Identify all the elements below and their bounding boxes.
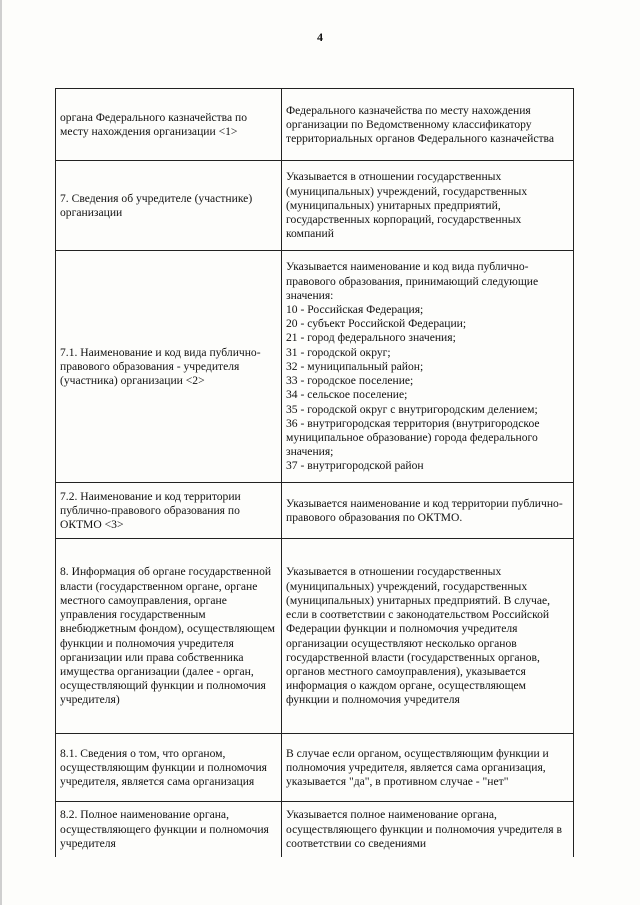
field-description: Указывается полное наименование органа, осуществляющего функции и полномочия учредителя в соответствии со сведениями (286, 808, 562, 850)
requirements-table (55, 88, 574, 857)
field-description-cell (282, 161, 574, 251)
field-name: 8.1. Сведения о том, что органом, осуществляющим функции и полномочия учредителя, является сама организация (60, 746, 268, 789)
field-description: Указывается в отношении государственных (муниципальных) учреждений, государственных (муниципальных) унитарных предприятий. В случае, если в соответствии с законодательством Российской Федерации функции и полномочия учредителя организации осуществляют несколько органов государственной власти (государственных органов, органов местного самоуправления), указывается информация о каждом органе, осуществляющем функции и полномочия учредителя (286, 565, 551, 707)
field-name: 7.2. Наименование и код территории публично-правового образования по ОКТМО <3> (60, 489, 241, 532)
table-row (56, 483, 574, 539)
table-row (56, 89, 574, 161)
field-description-cell (282, 734, 574, 802)
field-name: 7. Сведения об учредителе (участнике) организации (60, 191, 253, 219)
field-name-cell (56, 89, 282, 161)
table-row (56, 161, 574, 251)
field-name: 7.1. Наименование и код вида публично-правового образования - учредителя (участника) организации <2> (60, 345, 261, 388)
field-description-cell (282, 539, 574, 734)
table-row (56, 251, 574, 483)
field-description-cell (282, 251, 574, 483)
field-name-cell (56, 539, 282, 734)
field-description: В случае если органом, осуществляющим функции и полномочия учредителя, является сама организация, указывается "да", в противном случае - "нет" (286, 746, 549, 789)
field-description: Указывается наименование и код вида публично-правового образования, принимающий следующие значения: 10 - Российская Федерация; 20 - субъект Российской Федерации; 21 - город федерального значения; 31 - городской округ; 32 - муниципальный район; 33 - городское поселение; 34 - сельское поселение; 35 - городской округ с внутригородским делением; 36 - внутригородская территория (внутригородское муниципальное образование) города федерального значения; 37 - внутригородской район (286, 260, 540, 473)
field-description-cell (282, 483, 574, 539)
table-row (56, 802, 574, 857)
field-description-cell (282, 89, 574, 161)
field-name: 8. Информация об органе государственной власти (государственном органе, органе местного самоуправления, органе управления государственным внебюджетным фондом), осуществляющем функции и полномочия учредителя организации или права собственника имущества организации (далее - орган, осуществляющий функции и полномочия учредителя) (60, 565, 275, 707)
field-description: Указывается в отношении государственных (муниципальных) учреждений, государственных (муниципальных) унитарных предприятий, государственных корпораций, государственных компаний (286, 170, 528, 241)
scan-edge-line (0, 0, 2, 905)
field-description: Федерального казначейства по месту нахождения организации по Ведомственному классификатору территориальных органов Федерального казначейства (286, 103, 555, 146)
field-name: органа Федерального казначейства по месту нахождения организации <1> (60, 110, 248, 138)
field-name-cell (56, 802, 282, 857)
table-row (56, 734, 574, 802)
field-name-cell (56, 161, 282, 251)
field-name-cell (56, 734, 282, 802)
field-name: 8.2. Полное наименование органа, осуществляющего функции и полномочия учредителя (60, 808, 269, 850)
field-name-cell (56, 483, 282, 539)
table-row (56, 539, 574, 734)
field-description: Указывается наименование и код территории публично-правового образования по ОКТМО. (286, 496, 563, 524)
field-name-cell (56, 251, 282, 483)
field-description-cell (282, 802, 574, 857)
page-number: 4 (317, 30, 323, 44)
